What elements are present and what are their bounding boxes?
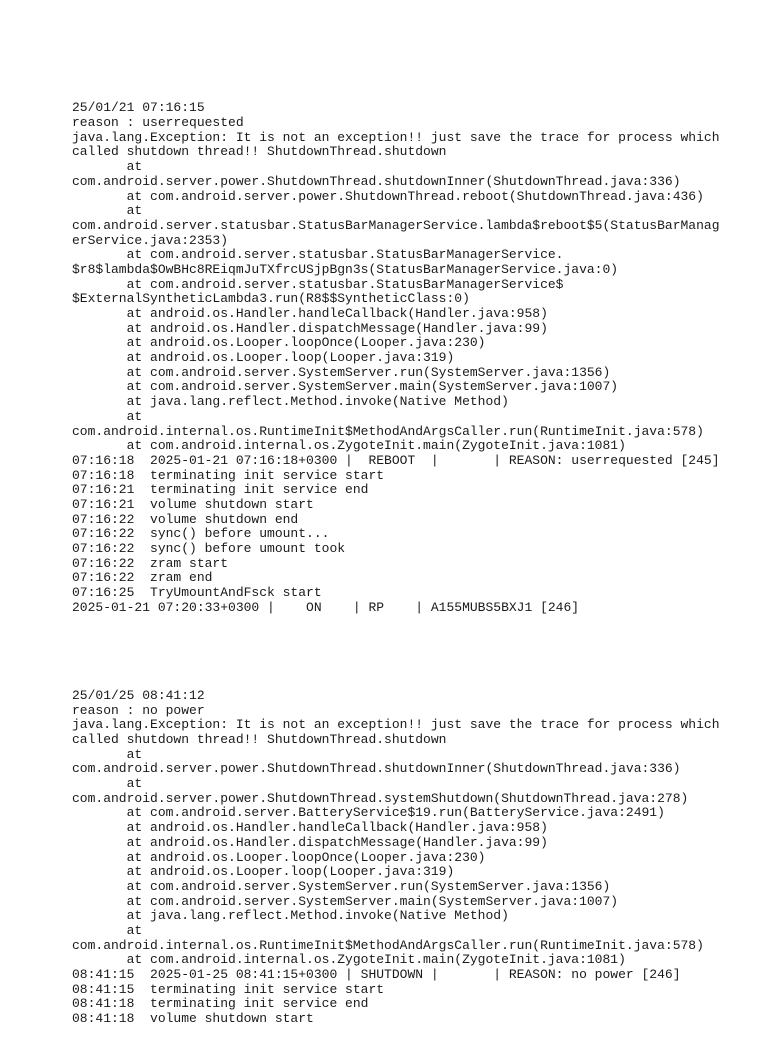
log-line: at (72, 922, 143, 938)
log-line: com.android.server.power.ShutdownThread.systemShutdown(ShutdownThread.java:278) (72, 790, 689, 806)
log-line: 2025-01-21 07:20:33+0300 | ON | RP | A155MUBS5BXJ1 [246] (72, 599, 580, 615)
log-line: at android.os.Handler.handleCallback(Handler.java:958) (72, 306, 548, 322)
log-line: at com.android.server.SystemServer.main(SystemServer.java:1007) (72, 893, 619, 909)
log-line: $ExternalSyntheticLambda3.run(R8$$SyntheticClass:0) (72, 291, 470, 307)
log-line: 08:41:15 2025-01-25 08:41:15+0300 | SHUTDOWN | | REASON: no power [246] (72, 967, 681, 983)
entry-separator (72, 645, 702, 660)
log-line: 08:41:15 terminating init service start (72, 981, 385, 997)
log-line: at android.os.Looper.loop(Looper.java:319) (72, 864, 455, 880)
log-line: com.android.internal.os.RuntimeInit$MethodAndArgsCaller.run(RuntimeInit.java:578) (72, 423, 704, 439)
log-line: reason : userrequested (72, 115, 244, 131)
log-line: 07:16:18 2025-01-21 07:16:18+0300 | REBOOT | | REASON: userrequested [245] (72, 452, 720, 468)
log-line: at android.os.Looper.loopOnce(Looper.java:230) (72, 335, 486, 351)
log-document (72, 72, 720, 1041)
log-line: 07:16:22 sync() before umount took (72, 541, 346, 557)
log-line: at android.os.Handler.dispatchMessage(Handler.java:99) (72, 320, 548, 336)
log-line: at com.android.server.power.ShutdownThread.reboot(ShutdownThread.java:436) (72, 188, 704, 204)
log-line: at java.lang.reflect.Method.invoke(Native Method) (72, 908, 509, 924)
log-line: 08:41:18 terminating init service end (72, 996, 369, 1012)
log-line: com.android.server.power.ShutdownThread.shutdownInner(ShutdownThread.java:336) (72, 761, 681, 777)
log-line: at com.android.server.statusbar.StatusBarManagerService. (72, 247, 564, 263)
log-line: com.android.server.statusbar.StatusBarManagerService.lambda$reboot$5(StatusBarManag (72, 217, 720, 233)
log-line: com.android.server.power.ShutdownThread.shutdownInner(ShutdownThread.java:336) (72, 173, 681, 189)
log-line: at android.os.Handler.dispatchMessage(Handler.java:99) (72, 834, 548, 850)
log-line: called shutdown thread!! ShutdownThread.shutdown (72, 144, 447, 160)
log-line: at com.android.server.statusbar.StatusBarManagerService$ (72, 276, 564, 292)
log-line: $r8$lambda$OwBHc8REiqmJuTXfrcUSjpBgn3s(StatusBarManagerService.java:0) (72, 261, 619, 277)
log-line: at (72, 203, 143, 219)
log-entry-2 (72, 687, 720, 1027)
log-line: 07:16:25 TryUmountAndFsck start (72, 585, 322, 601)
log-line: at com.android.server.SystemServer.main(SystemServer.java:1007) (72, 379, 619, 395)
log-line: at com.android.internal.os.ZygoteInit.main(ZygoteInit.java:1081) (72, 952, 626, 968)
log-entry-1 (72, 100, 720, 615)
log-line: at (72, 776, 143, 792)
log-line: 07:16:21 terminating init service end (72, 482, 369, 498)
log-line: called shutdown thread!! ShutdownThread.shutdown (72, 732, 447, 748)
log-line: at java.lang.reflect.Method.invoke(Native Method) (72, 394, 509, 410)
log-line: at (72, 159, 143, 175)
log-line: reason : no power (72, 702, 205, 718)
log-line: at com.android.server.SystemServer.run(SystemServer.java:1356) (72, 364, 611, 380)
log-line: at com.android.server.SystemServer.run(SystemServer.java:1356) (72, 878, 611, 894)
log-line: at (72, 746, 143, 762)
log-line: 07:16:22 zram end (72, 570, 213, 586)
log-line: 07:16:22 zram start (72, 555, 229, 571)
log-line: at android.os.Looper.loop(Looper.java:319) (72, 350, 455, 366)
log-line: 25/01/21 07:16:15 (72, 100, 205, 116)
log-line: at (72, 408, 143, 424)
log-line: java.lang.Exception: It is not an exception!! just save the trace for process which (72, 129, 720, 145)
log-line: erService.java:2353) (72, 232, 229, 248)
log-line: at android.os.Looper.loopOnce(Looper.java:230) (72, 849, 486, 865)
log-line: 25/01/25 08:41:12 (72, 687, 205, 703)
log-line: 07:16:22 sync() before umount... (72, 526, 330, 542)
log-line: 08:41:18 volume shutdown start (72, 1011, 314, 1027)
log-line: 07:16:22 volume shutdown end (72, 511, 299, 527)
log-line: 07:16:21 volume shutdown start (72, 496, 314, 512)
log-line: at com.android.server.BatteryService$19.run(BatteryService.java:2491) (72, 805, 665, 821)
log-line: com.android.internal.os.RuntimeInit$MethodAndArgsCaller.run(RuntimeInit.java:578) (72, 937, 704, 953)
log-line: at com.android.internal.os.ZygoteInit.main(ZygoteInit.java:1081) (72, 438, 626, 454)
log-line: java.lang.Exception: It is not an exception!! just save the trace for process which (72, 717, 720, 733)
log-line: 07:16:18 terminating init service start (72, 467, 385, 483)
log-line: at android.os.Handler.handleCallback(Handler.java:958) (72, 820, 548, 836)
